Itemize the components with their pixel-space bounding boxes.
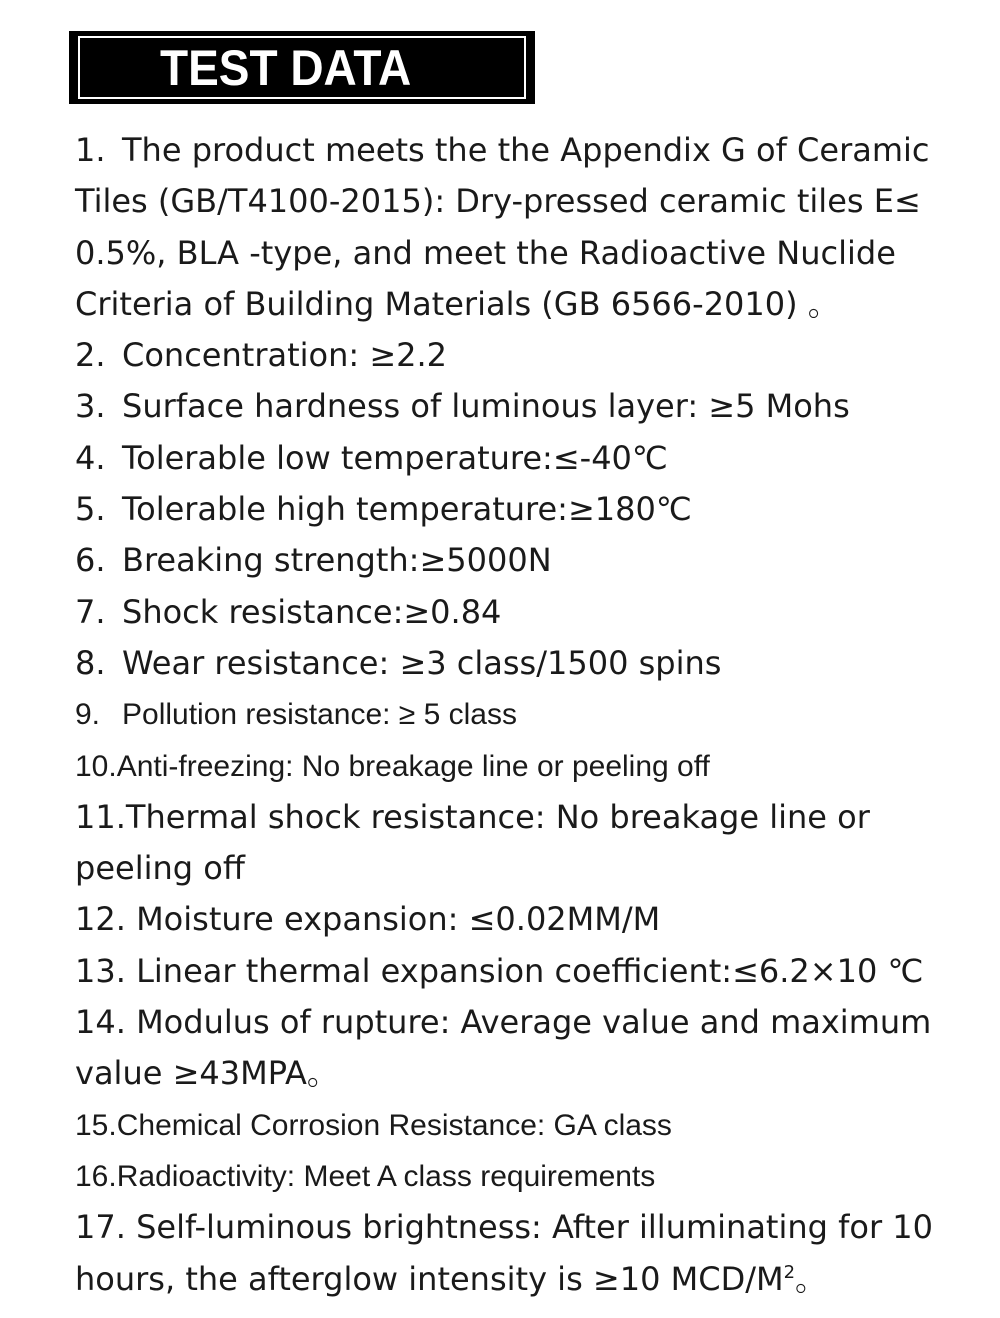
item-number: 10. [75,749,117,783]
list-item-12 [75,894,965,945]
item-text: Breaking strength:≥5000N [122,541,552,580]
title-banner [69,31,535,104]
item-text: Surface hardness of luminous layer: ≥5 Mohs [122,387,850,426]
item-text: Concentration: ≥2.2 [122,336,448,375]
item-number: 1. [75,131,106,169]
list-item-7 [75,587,965,638]
item-text: hours, the afterglow intensity is ≥10 MCD/M [75,1259,784,1298]
list-item-17-line-1 [75,1202,965,1253]
list-item-16 [75,1151,965,1202]
list-item-5 [75,484,965,535]
item-number: 5. [75,490,106,529]
item-text: Shock resistance:≥0.84 [122,592,502,631]
list-item-1-line-1 [75,125,965,176]
list-item-9 [75,689,965,740]
list-item-8 [75,638,965,689]
item-suffix: 。 [795,1259,828,1298]
item-number: 3. [75,387,106,426]
list-item-15 [75,1100,965,1151]
item-number: 7. [75,592,106,631]
item-number: 12. [75,900,126,939]
item-text: Wear resistance: ≥3 class/1500 spins [122,643,722,682]
list-item-10 [75,741,965,792]
item-number: 11. [75,797,126,836]
list-item-4 [75,433,965,484]
superscript: 2 [783,1261,796,1283]
item-number: 8. [75,643,106,682]
list-item-1-line-3: 0.5%, BLA -type, and meet the Radioactive Nuclide [75,233,896,272]
item-text: Chemical Corrosion Resistance: GA class [116,1108,672,1142]
item-text: Moisture expansion: ≤0.02MM/M [136,900,661,939]
list-item-1-line-4: Criteria of Building Materials (GB 6566-2010) 。 [75,284,840,323]
item-text: Linear thermal expansion coefficient:≤6.2×10 ℃ [136,951,924,990]
item-text: Radioactivity: Meet A class requirements [116,1159,656,1193]
item-number: 14. [75,1003,126,1042]
item-number: 2. [75,336,106,375]
item-number: 16. [75,1159,117,1193]
list-item-11-line-2: peeling off [75,849,245,888]
list-item-11-line-1 [75,792,965,843]
title-frame [78,36,526,99]
item-number: 4. [75,438,106,477]
item-number: 9. [75,698,101,732]
list-item-3 [75,381,965,432]
list-item-6 [75,535,965,586]
item-text: The product meets the the Appendix G of Ceramic [122,131,930,169]
item-number: 6. [75,541,106,580]
item-text: Modulus of rupture: Average value and maximum [136,1003,932,1042]
item-number: 13. [75,951,126,990]
item-text: Self-luminous brightness: After illuminating for 10 [136,1208,934,1247]
list-item-13 [75,946,965,997]
item-number: 15. [75,1108,117,1142]
item-text: Anti-freezing: No breakage line or peeling off [116,749,710,783]
list-item-1-line-2: Tiles (GB/T4100-2015): Dry-pressed ceramic tiles E≤ [75,182,921,221]
list-item-14-line-2: value ≥43MPA。 [75,1054,339,1093]
test-data-list [75,125,965,1305]
item-text: Pollution resistance: ≥ 5 class [122,698,517,732]
item-text: Tolerable high temperature:≥180℃ [122,490,692,529]
page-title: TEST DATA [160,40,412,96]
item-text: Thermal shock resistance: No breakage line or [125,797,870,836]
list-item-14-line-1 [75,997,965,1048]
item-text: Tolerable low temperature:≤-40℃ [122,438,668,477]
item-number: 17. [75,1208,126,1247]
list-item-2 [75,330,965,381]
list-item-17-line-2 [75,1254,965,1305]
